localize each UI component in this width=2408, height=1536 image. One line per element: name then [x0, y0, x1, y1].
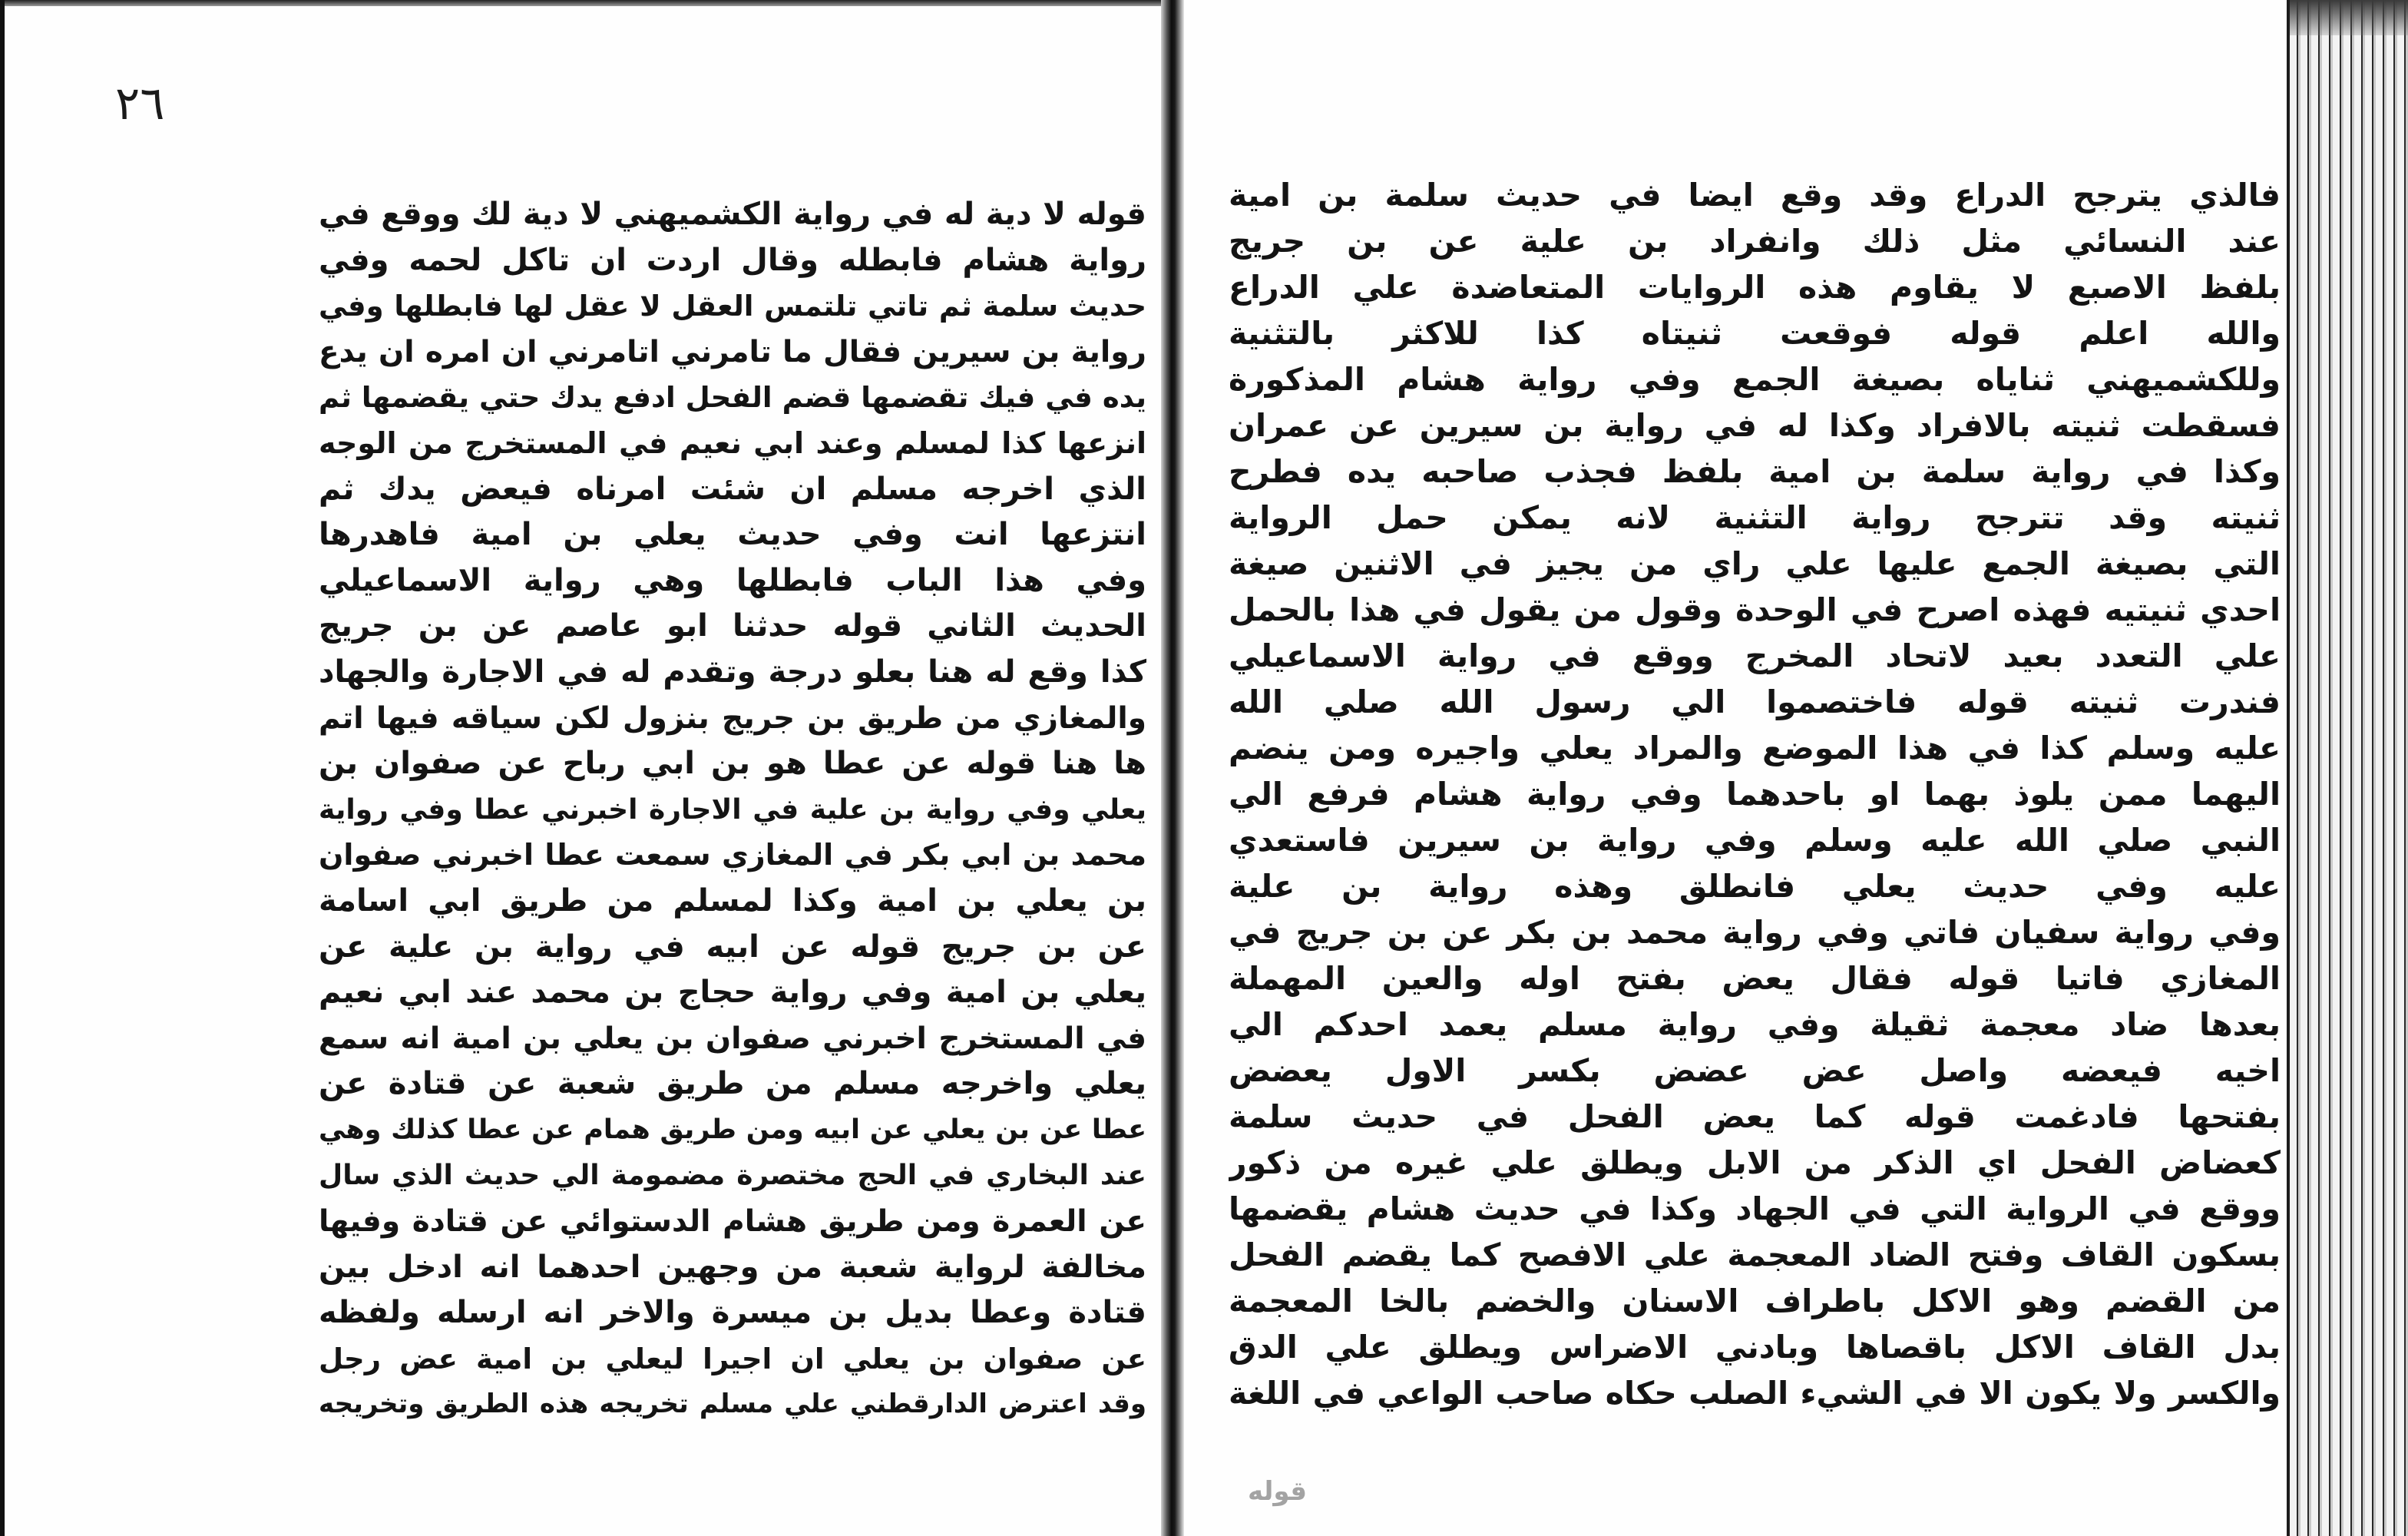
text-line: عند البخاري في الحج مختصرة مضمومة الي حديث الذي سال [319, 1160, 1146, 1192]
right-page-text [1229, 172, 2281, 1416]
catchword: قوله [1248, 1476, 1307, 1507]
text-line: عن صفوان بن يعلي ان اجيرا ليعلي بن امية عض رجل [319, 1342, 1146, 1375]
text-line: عند النسائي مثل ذلك وانفراد بن علية عن بن جريج [1229, 223, 2281, 260]
page-number: ٢٦ [115, 77, 165, 131]
page-stack-shadow [2290, 0, 2408, 35]
text-line: عن العمرة ومن طريق هشام الدستوائي عن قتادة وفيها [319, 1204, 1146, 1240]
text-line: اخيه فيعضه واصل عض عضض بكسر الاول يعضض [1229, 1052, 2281, 1089]
text-line: بلفظ الاصبع لا يقاوم هذه الروايات المتعاضدة علي الدراع [1229, 269, 2281, 306]
text-line: بعدها ضاد معجمة ثقيلة وفي رواية مسلم يعمد احدكم الي [1229, 1006, 2281, 1043]
text-line: انزعها كذا لمسلم وعند ابي نعيم في المستخرج من الوجه [319, 425, 1146, 460]
text-line: بن يعلي بن امية وكذا لمسلم من طريق ابي اسامة [319, 882, 1146, 919]
text-line: ووقع في الرواية التي في الجهاد وكذا في حديث هشام يقضمها [1229, 1190, 2281, 1227]
text-line: والله اعلم قوله فوقعت ثنيتاه كذا للاكثر بالتثنية [1229, 315, 2281, 352]
text-line: وفي هذا الباب فابطلها وهي رواية الاسماعيلي [319, 562, 1146, 598]
text-line: يعلي واخرجه مسلم من طريق شعبة عن قتادة عن [319, 1066, 1146, 1102]
text-line: ها هنا قوله عن عطا هو بن ابي رباح عن صفوان بن [319, 746, 1146, 782]
text-line: وقد اعترض الدارقطني علي مسلم تخريجه هذه الطريق وتخريجه [319, 1389, 1146, 1420]
text-line: قتادة وعطا بديل بن ميسرة والاخر انه ارسله ولفظه [319, 1295, 1146, 1331]
text-line: احدي ثنيتيه فهذه اصرح في الوحدة وقول من يقول في هذا بالحمل [1229, 591, 2281, 628]
text-line: عليه وسلم كذا في هذا الموضع والمراد يعلي واجيره ومن ينضم [1229, 730, 2281, 766]
text-line: فالذي يترجح الدراع وقد وقع ايضا في حديث سلمة بن امية [1229, 177, 2281, 214]
text-line: انتزعها انت وفي حديث يعلي بن امية فاهدرها [319, 517, 1146, 553]
text-line: عطا عن بن يعلي عن ابيه ومن طريق همام عن عطا كذلك وهي [319, 1114, 1146, 1145]
text-line: الذي اخرجه مسلم ان شئت امرناه فيعض يدك ثم [319, 471, 1146, 507]
text-line: كعضاض الفحل اي الذكر من الابل ويطلق علي غيره من ذكور [1229, 1144, 2281, 1181]
text-line: حديث سلمة ثم تاتي تلتمس العقل لا عقل لها فابطلها وفي [319, 290, 1146, 323]
text-line: وكذا في رواية سلمة بن امية بلفظ فجذب صاحبه يده فطرح [1229, 453, 2281, 490]
text-line: بفتحها فادغمت قوله كما يعض الفحل في حديث سلمة [1229, 1098, 2281, 1135]
text-line: اليهما ممن يلوذ بهما او باحدهما وفي رواية هشام فرفع الي [1229, 776, 2281, 813]
text-line: يده في فيك تقضمها قضم الفحل ادفع يدك حتي يقضمها ثم [319, 381, 1146, 415]
text-line: مخالفة لرواية شعبة من وجهين احدهما انه ادخل بين [319, 1249, 1146, 1285]
scan-top-edge [0, 0, 1161, 6]
text-line: من القضم وهو الاكل باطراف الاسنان والخضم بالخا المعجمة [1229, 1283, 2281, 1319]
text-line: وللكشميهني ثناياه بصيغة الجمع وفي رواية هشام المذكورة [1229, 361, 2281, 398]
text-line: النبي صلي الله عليه وسلم وفي رواية بن سيرين فاستعدي [1229, 822, 2281, 859]
text-line: عليه وفي حديث يعلي فانطلق وهذه رواية بن علية [1229, 868, 2281, 905]
right-page [1184, 0, 2290, 1536]
text-line: بسكون القاف وفتح الضاد المعجمة علي الافصح كما يقضم الفحل [1229, 1236, 2281, 1273]
text-line: الحديث الثاني قوله حدثنا ابو عاصم عن بن جريج [319, 608, 1146, 644]
text-line: كذا وقع له هنا بعلو درجة وتقدم له في الاجارة والجهاد [319, 654, 1146, 690]
text-line: محمد بن ابي بكر في المغازي سمعت عطا اخبرني صفوان [319, 838, 1146, 872]
text-line: يعلي بن امية وفي رواية حجاج بن محمد عند ابي نعيم [319, 975, 1146, 1011]
text-line: يعلي وفي رواية بن علية في الاجارة اخبرني عطا وفي رواية [319, 793, 1146, 826]
text-line: بدل القاف الاكل باقصاها وبادني الاضراس ويطلق علي الدق [1229, 1329, 2281, 1366]
text-line: والمغازي من طريق بن جريج بنزول لكن سياقه فيها اتم [319, 700, 1146, 736]
text-line: عن بن جريج قوله عن ابيه في رواية بن علية عن [319, 929, 1146, 965]
text-line: وفي رواية سفيان فاتي وفي رواية محمد بن بكر عن بن جريج في [1229, 914, 2281, 951]
text-line: رواية بن سيرين فقال ما تامرني اتامرني ان امره ان يدع [319, 334, 1146, 369]
text-line: رواية هشام فابطله وقال اردت ان تاكل لحمه وفي [319, 242, 1146, 278]
text-line: فسقطت ثنيته بالافراد وكذا له في رواية بن سيرين عن عمران [1229, 407, 2281, 444]
text-line: والكسر ولا يكون الا في الشيء الصلب حكاه صاحب الواعي في اللغة [1229, 1375, 2281, 1412]
page-stack-edge [2290, 0, 2408, 1536]
text-line: علي التعدد بعيد لاتحاد المخرج ووقع في رواية الاسماعيلي [1229, 637, 2281, 674]
text-line: المغازي فاتيا قوله فقال يعض بفتح اوله والعين المهملة [1229, 960, 2281, 997]
text-line: فندرت ثنيته قوله فاختصموا الي رسول الله صلي الله [1229, 684, 2281, 720]
left-page [5, 6, 1161, 1536]
left-page-text [319, 192, 1146, 1428]
text-line: في المستخرج اخبرني صفوان بن يعلي بن امية انه سمع [319, 1021, 1146, 1056]
text-line: التي بصيغة الجمع عليها علي راي من يجيز في الاثنين صيغة [1229, 545, 2281, 582]
text-line: قوله لا دية له في رواية الكشميهني لا دية لك ووقع في [319, 197, 1146, 232]
book-gutter [1161, 0, 1184, 1536]
text-line: ثنيته وقد تترجح رواية التثنية لانه يمكن حمل الرواية [1229, 499, 2281, 536]
